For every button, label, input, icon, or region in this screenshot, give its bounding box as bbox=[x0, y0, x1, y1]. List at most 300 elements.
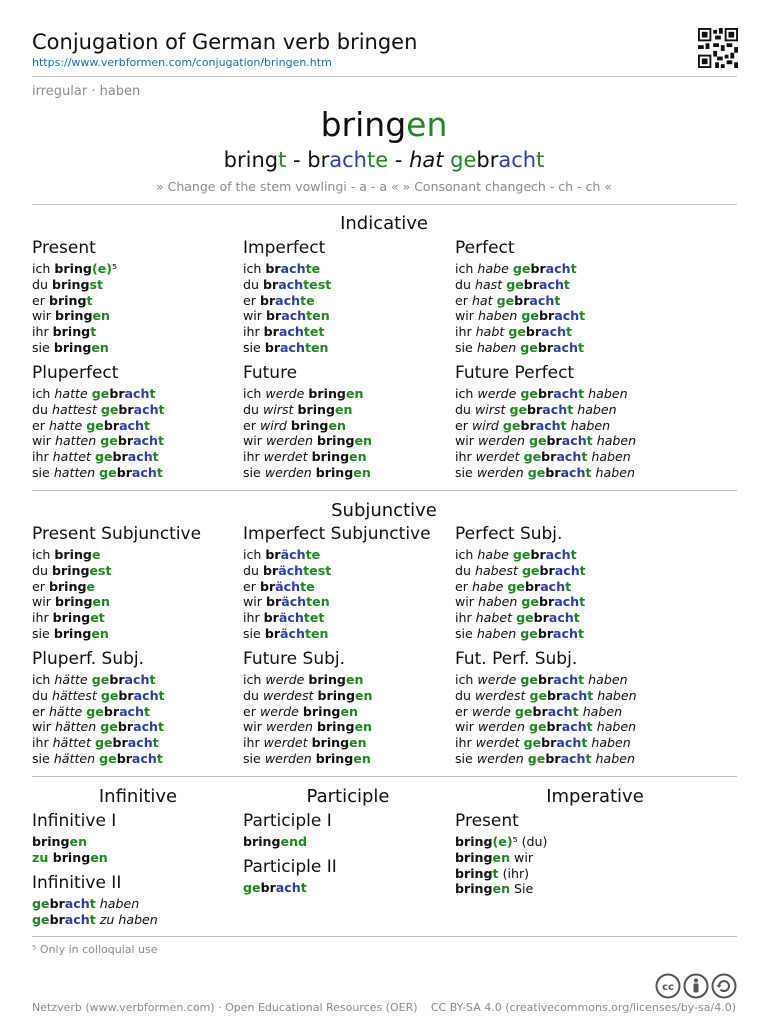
form-segment: ach bbox=[280, 339, 305, 355]
conjugation-row bbox=[455, 293, 665, 309]
form-segment: ich bbox=[32, 547, 55, 562]
form-segment: br bbox=[533, 610, 549, 626]
form-segment: hast bbox=[474, 276, 507, 292]
form-segment: ach bbox=[124, 672, 150, 687]
form-segment: en bbox=[92, 594, 111, 610]
form-segment: ge bbox=[91, 672, 110, 687]
form-segment: äch bbox=[278, 610, 304, 626]
form-segment: du bbox=[243, 276, 263, 292]
principal-part-present bbox=[224, 148, 287, 172]
form-segment: bring bbox=[53, 339, 92, 355]
footnote: ⁵ Only in colloquial use bbox=[32, 943, 158, 956]
form-segment: ich bbox=[455, 672, 478, 687]
form-segment: haben bbox=[592, 433, 637, 449]
form-segment: haben bbox=[584, 672, 628, 687]
form-segment: te bbox=[300, 292, 315, 308]
form-segment: ach bbox=[133, 433, 159, 449]
form-segment: t bbox=[278, 148, 287, 172]
block-present bbox=[32, 237, 242, 356]
conjugation-row bbox=[243, 719, 453, 735]
form-segment: br bbox=[264, 625, 281, 641]
form-segment: bring bbox=[297, 401, 335, 417]
form-segment: en bbox=[354, 719, 372, 735]
form-segment: br bbox=[537, 339, 554, 355]
conjugation-row bbox=[32, 261, 242, 277]
form-segment: äch bbox=[275, 578, 301, 594]
conjugation-row bbox=[455, 719, 665, 735]
form-segment: br bbox=[265, 594, 282, 610]
form-segment: äch bbox=[281, 594, 307, 610]
form-segment: t bbox=[577, 625, 585, 641]
conjugation-row bbox=[32, 912, 242, 928]
form-segment: ach bbox=[278, 324, 304, 340]
conjugation-row bbox=[32, 704, 242, 720]
form-segment: (e) bbox=[492, 834, 513, 849]
form-segment: bring bbox=[302, 703, 341, 719]
form-segment: er bbox=[243, 578, 260, 594]
form-segment: wir bbox=[32, 433, 55, 449]
form-segment: ich bbox=[32, 672, 55, 687]
conjugation-row bbox=[243, 386, 453, 402]
form-segment: br bbox=[265, 308, 282, 324]
form-segment: du bbox=[455, 401, 475, 417]
conjugation-row bbox=[32, 896, 242, 912]
block-infinitive-2 bbox=[32, 872, 242, 928]
principal-separator: - bbox=[388, 148, 410, 172]
form-segment: ach bbox=[124, 386, 150, 401]
form-segment: t bbox=[144, 703, 151, 719]
conjugation-row bbox=[455, 866, 665, 882]
verb-ending: en bbox=[406, 105, 448, 144]
form-segment: t bbox=[156, 750, 163, 766]
form-segment: hätten bbox=[53, 750, 100, 766]
form-segment: br bbox=[545, 750, 561, 766]
form-segment: sie bbox=[32, 339, 54, 355]
form-segment: ge bbox=[86, 417, 104, 433]
qr-code-icon bbox=[698, 28, 738, 68]
form-segment: en bbox=[492, 849, 511, 865]
form-segment: ich bbox=[455, 261, 478, 276]
block-imperfect-subjunctive bbox=[243, 523, 453, 642]
conjugation-row bbox=[455, 672, 665, 688]
form-segment: bring bbox=[317, 687, 355, 703]
form-segment: ge bbox=[99, 464, 117, 480]
form-segment: haben bbox=[592, 719, 637, 735]
form-segment: wir bbox=[455, 433, 478, 449]
form-segment: ach bbox=[329, 148, 367, 172]
form-segment: habest bbox=[474, 562, 522, 578]
section-infinitive: Infinitive bbox=[98, 786, 178, 807]
form-segment: ach bbox=[556, 449, 582, 465]
form-segment: werdet bbox=[475, 735, 524, 751]
conjugation-row bbox=[243, 308, 453, 324]
form-segment: hätte bbox=[48, 703, 87, 719]
form-segment: er bbox=[32, 417, 49, 433]
form-segment: t bbox=[158, 433, 165, 449]
form-segment: haben bbox=[587, 449, 631, 465]
conjugation-row bbox=[243, 293, 453, 309]
form-segment: ach bbox=[275, 880, 301, 895]
form-segment: ge bbox=[502, 417, 521, 433]
form-segment: habe bbox=[477, 547, 513, 562]
conjugation-row bbox=[32, 579, 242, 595]
tense-title: Perfect Subj. bbox=[455, 524, 563, 544]
form-segment: werdet bbox=[475, 449, 524, 465]
form-segment: ge bbox=[496, 292, 515, 308]
form-segment: t bbox=[570, 547, 577, 562]
form-segment: bring bbox=[311, 735, 350, 751]
form-segment: ge bbox=[507, 578, 525, 594]
form-segment: te bbox=[366, 148, 389, 172]
form-segment: ge bbox=[243, 880, 261, 895]
form-segment: ge bbox=[516, 610, 534, 626]
form-segment: wir bbox=[32, 719, 55, 735]
form-segment: te bbox=[305, 261, 321, 276]
form-segment: en bbox=[345, 672, 364, 687]
conjugation-row bbox=[32, 308, 242, 324]
form-segment: en bbox=[92, 308, 111, 324]
form-segment: ach bbox=[554, 562, 580, 578]
form-segment: hättest bbox=[51, 687, 101, 703]
form-segment: br bbox=[262, 276, 279, 292]
form-segment: br bbox=[103, 703, 120, 719]
block-participle-1 bbox=[243, 810, 453, 850]
form-segment: ge bbox=[512, 261, 531, 276]
conjugation-row bbox=[455, 324, 665, 340]
form-segment: ach bbox=[127, 449, 153, 465]
conjugation-row bbox=[32, 719, 242, 735]
form-segment: br bbox=[307, 148, 330, 172]
form-segment: bring bbox=[455, 834, 493, 849]
form-segment: ich bbox=[243, 386, 266, 401]
conjugation-row bbox=[455, 626, 665, 642]
conjugation-row bbox=[32, 688, 242, 704]
form-segment: wirst bbox=[474, 401, 510, 417]
verb-meta: irregular · haben bbox=[32, 84, 141, 99]
form-segment: du bbox=[455, 687, 475, 703]
form-segment: ge bbox=[100, 719, 118, 735]
form-segment: ihr bbox=[243, 735, 264, 751]
form-segment: haben bbox=[95, 896, 140, 911]
form-segment: ge bbox=[32, 896, 50, 911]
form-segment: ge bbox=[450, 148, 477, 172]
form-segment: sie bbox=[243, 625, 265, 641]
form-segment: bring bbox=[54, 547, 92, 562]
form-segment: ach bbox=[554, 594, 580, 610]
form-segment: bring bbox=[315, 750, 354, 766]
form-segment: t bbox=[570, 261, 577, 276]
section-indicative: Indicative bbox=[340, 213, 428, 234]
form-segment: t bbox=[152, 449, 159, 465]
form-segment: t bbox=[572, 703, 579, 719]
conjugation-row bbox=[455, 449, 665, 465]
form-segment: habe bbox=[477, 261, 513, 276]
block-pluperfect-subjunctive bbox=[32, 648, 242, 767]
form-segment: br bbox=[525, 324, 542, 340]
form-segment: br bbox=[49, 896, 65, 911]
form-segment: br bbox=[538, 308, 555, 324]
block-perfect bbox=[455, 237, 665, 356]
form-segment: en bbox=[355, 687, 373, 703]
form-segment: br bbox=[530, 261, 546, 276]
form-segment: ge bbox=[94, 735, 113, 751]
form-segment: br bbox=[265, 547, 281, 562]
form-segment: ach bbox=[548, 610, 574, 626]
form-segment: ihr bbox=[455, 449, 476, 465]
form-segment: hat bbox=[471, 292, 497, 308]
conjugation-row bbox=[32, 563, 242, 579]
form-segment: ach bbox=[119, 703, 144, 719]
form-segment: ge bbox=[528, 719, 547, 735]
form-segment: haben bbox=[591, 464, 635, 480]
form-segment: Sie bbox=[510, 881, 534, 897]
form-segment: du bbox=[243, 562, 263, 578]
conjugation-row bbox=[243, 449, 453, 465]
form-segment: br bbox=[116, 464, 132, 480]
conjugation-row bbox=[32, 834, 242, 850]
form-segment: bring bbox=[54, 594, 93, 610]
page-title: Conjugation of German verb bringen bbox=[32, 30, 418, 54]
conjugation-row bbox=[455, 277, 665, 293]
form-segment: bring bbox=[48, 578, 87, 594]
conjugation-row bbox=[455, 881, 665, 897]
form-segment: wird bbox=[259, 417, 291, 433]
form-segment: wir bbox=[243, 719, 266, 735]
form-segment: wir bbox=[455, 308, 478, 324]
form-segment: werde bbox=[259, 703, 303, 719]
form-segment: ach bbox=[133, 719, 159, 735]
form-segment: haben bbox=[578, 703, 623, 719]
form-segment: bring bbox=[455, 881, 493, 897]
form-segment: en bbox=[349, 735, 367, 751]
tense-title: Imperfect bbox=[243, 238, 326, 258]
form-segment: ge bbox=[529, 687, 548, 703]
form-segment: bring bbox=[223, 148, 279, 172]
conjugation-row bbox=[243, 751, 453, 767]
form-segment: ihr bbox=[455, 735, 476, 751]
form-segment: t bbox=[536, 148, 545, 172]
form-segment: t bbox=[149, 672, 156, 687]
section-imperative: Imperative bbox=[546, 786, 644, 807]
conjugation-row bbox=[243, 547, 453, 563]
form-segment: ach bbox=[545, 547, 571, 562]
tense-title: Infinitive II bbox=[32, 873, 122, 893]
block-future-perfect-subjunctive bbox=[455, 648, 665, 767]
form-segment: ach bbox=[529, 292, 555, 308]
form-segment: ach bbox=[541, 324, 567, 340]
form-segment: ge bbox=[527, 464, 546, 480]
conjugation-row bbox=[243, 433, 453, 449]
form-segment: t bbox=[581, 449, 588, 465]
conjugation-row bbox=[32, 850, 242, 866]
tense-title: Fut. Perf. Subj. bbox=[455, 649, 578, 669]
form-segment: ge bbox=[520, 672, 538, 687]
form-segment: t bbox=[156, 464, 163, 480]
form-segment: br bbox=[520, 417, 536, 433]
form-segment: br bbox=[541, 449, 557, 465]
form-segment: du bbox=[455, 562, 475, 578]
form-segment: ihr bbox=[243, 610, 264, 626]
source-url[interactable]: https://www.verbformen.com/conjugation/bringen.htm bbox=[32, 56, 332, 69]
form-segment: t bbox=[577, 339, 585, 355]
form-segment: ten bbox=[304, 625, 329, 641]
form-segment: er bbox=[455, 292, 472, 308]
form-segment: er bbox=[455, 578, 472, 594]
form-segment: t bbox=[89, 896, 96, 911]
form-segment: en bbox=[353, 750, 371, 766]
form-segment: sie bbox=[455, 464, 477, 480]
form-segment: du bbox=[32, 687, 52, 703]
form-segment: br bbox=[262, 562, 279, 578]
form-segment: en bbox=[340, 703, 358, 719]
conjugation-row bbox=[32, 418, 242, 434]
form-segment: ich bbox=[455, 386, 478, 401]
form-segment: bring bbox=[315, 464, 354, 480]
divider bbox=[32, 936, 737, 937]
form-segment: bring bbox=[54, 261, 92, 276]
form-segment: werdest bbox=[262, 687, 318, 703]
form-segment: er bbox=[32, 292, 49, 308]
form-segment: bring bbox=[455, 865, 493, 881]
conjugation-row bbox=[243, 672, 453, 688]
form-segment: bring bbox=[48, 292, 87, 308]
form-segment: ge bbox=[506, 276, 524, 292]
form-segment: ⁵ bbox=[112, 261, 118, 276]
form-segment: werdet bbox=[263, 449, 312, 465]
conjugation-row bbox=[455, 704, 665, 720]
form-segment: en bbox=[345, 386, 364, 401]
form-segment: ihr bbox=[32, 610, 53, 626]
form-segment: ach bbox=[561, 433, 587, 449]
form-segment: ge bbox=[100, 433, 118, 449]
form-segment: bring bbox=[51, 562, 90, 578]
form-segment: et bbox=[90, 610, 105, 626]
form-segment: br bbox=[118, 401, 134, 417]
form-segment: br bbox=[514, 292, 530, 308]
conjugation-row bbox=[243, 340, 453, 356]
tense-title: Participle II bbox=[243, 857, 337, 877]
form-segment: sie bbox=[243, 464, 265, 480]
form-segment: werde bbox=[265, 672, 309, 687]
form-segment: ach bbox=[540, 578, 566, 594]
form-segment: wir bbox=[32, 308, 55, 324]
form-segment: zu haben bbox=[95, 911, 158, 927]
form-segment: test bbox=[303, 276, 332, 292]
svg-text:cc: cc bbox=[662, 982, 674, 993]
form-segment: hätten bbox=[54, 719, 101, 735]
form-segment: bring bbox=[243, 834, 281, 849]
block-present-subjunctive bbox=[32, 523, 242, 642]
form-segment: ge bbox=[521, 594, 539, 610]
conjugation-row bbox=[455, 418, 665, 434]
form-segment: br bbox=[263, 610, 279, 626]
form-segment: haben bbox=[477, 308, 522, 324]
form-segment: werden bbox=[264, 464, 316, 480]
form-segment: br bbox=[117, 433, 134, 449]
form-segment: t bbox=[90, 324, 97, 340]
form-segment: ge bbox=[528, 433, 547, 449]
form-segment: wirst bbox=[262, 401, 298, 417]
form-segment: er bbox=[32, 578, 49, 594]
form-segment: ge bbox=[514, 703, 533, 719]
form-segment: wir bbox=[455, 594, 478, 610]
form-segment: t bbox=[579, 594, 586, 610]
form-segment: sie bbox=[32, 625, 54, 641]
form-segment: bring bbox=[316, 719, 355, 735]
tense-title: Present Subjunctive bbox=[32, 524, 202, 544]
conjugation-row bbox=[32, 402, 242, 418]
form-segment: du bbox=[243, 401, 263, 417]
form-segment: en bbox=[91, 625, 109, 641]
form-segment: ten bbox=[304, 339, 329, 355]
form-segment: e bbox=[91, 547, 101, 562]
page-header bbox=[32, 28, 738, 70]
form-segment: br bbox=[527, 401, 543, 417]
form-segment: ten bbox=[306, 594, 330, 610]
block-future-subjunctive bbox=[243, 648, 453, 767]
form-segment: ich bbox=[455, 547, 478, 562]
form-segment: t bbox=[86, 292, 93, 308]
form-segment: hätte bbox=[54, 672, 92, 687]
form-segment: ach bbox=[281, 308, 307, 324]
form-segment: hatte bbox=[54, 386, 92, 401]
conjugation-row bbox=[243, 594, 453, 610]
form-segment: werden bbox=[265, 719, 317, 735]
form-segment: werden bbox=[476, 464, 528, 480]
form-segment: br bbox=[116, 750, 132, 766]
form-segment: ach bbox=[553, 625, 578, 641]
principal-part-perfect bbox=[409, 148, 544, 172]
tense-title: Present bbox=[32, 238, 96, 258]
form-segment: ach bbox=[275, 292, 301, 308]
form-segment: br bbox=[112, 449, 128, 465]
form-segment: ach bbox=[133, 687, 159, 703]
form-segment: ach bbox=[127, 735, 153, 751]
tense-title: Infinitive I bbox=[32, 811, 117, 831]
form-segment: br bbox=[265, 261, 281, 276]
conjugation-row bbox=[32, 672, 242, 688]
form-segment: t bbox=[573, 610, 580, 626]
form-segment: habet bbox=[475, 610, 517, 626]
form-segment: en bbox=[90, 849, 108, 865]
form-segment: br bbox=[112, 735, 128, 751]
form-segment: ich bbox=[243, 261, 266, 276]
conjugation-row bbox=[32, 751, 242, 767]
form-segment: t bbox=[586, 719, 593, 735]
form-segment: wir bbox=[455, 719, 478, 735]
form-segment: haben bbox=[477, 594, 522, 610]
form-segment: br bbox=[49, 911, 65, 927]
section-subjunctive: Subjunctive bbox=[331, 500, 437, 521]
block-future bbox=[243, 362, 453, 481]
tense-title: Future bbox=[243, 363, 298, 383]
block-infinitive-1 bbox=[32, 810, 242, 866]
form-segment: ich bbox=[243, 547, 266, 562]
section-participle: Participle bbox=[306, 786, 390, 807]
form-segment: ach bbox=[560, 750, 586, 766]
form-segment: ge bbox=[527, 750, 546, 766]
principal-separator: - bbox=[286, 148, 308, 172]
form-segment: zu bbox=[32, 849, 53, 865]
form-segment: (e) bbox=[91, 261, 113, 276]
tense-title: Pluperfect bbox=[32, 363, 119, 383]
form-segment: werdet bbox=[263, 735, 312, 751]
conjugation-row bbox=[32, 594, 242, 610]
form-segment: du bbox=[32, 276, 52, 292]
form-segment: er bbox=[243, 417, 260, 433]
form-segment: bring bbox=[316, 433, 355, 449]
block-imperative-present bbox=[455, 810, 665, 897]
